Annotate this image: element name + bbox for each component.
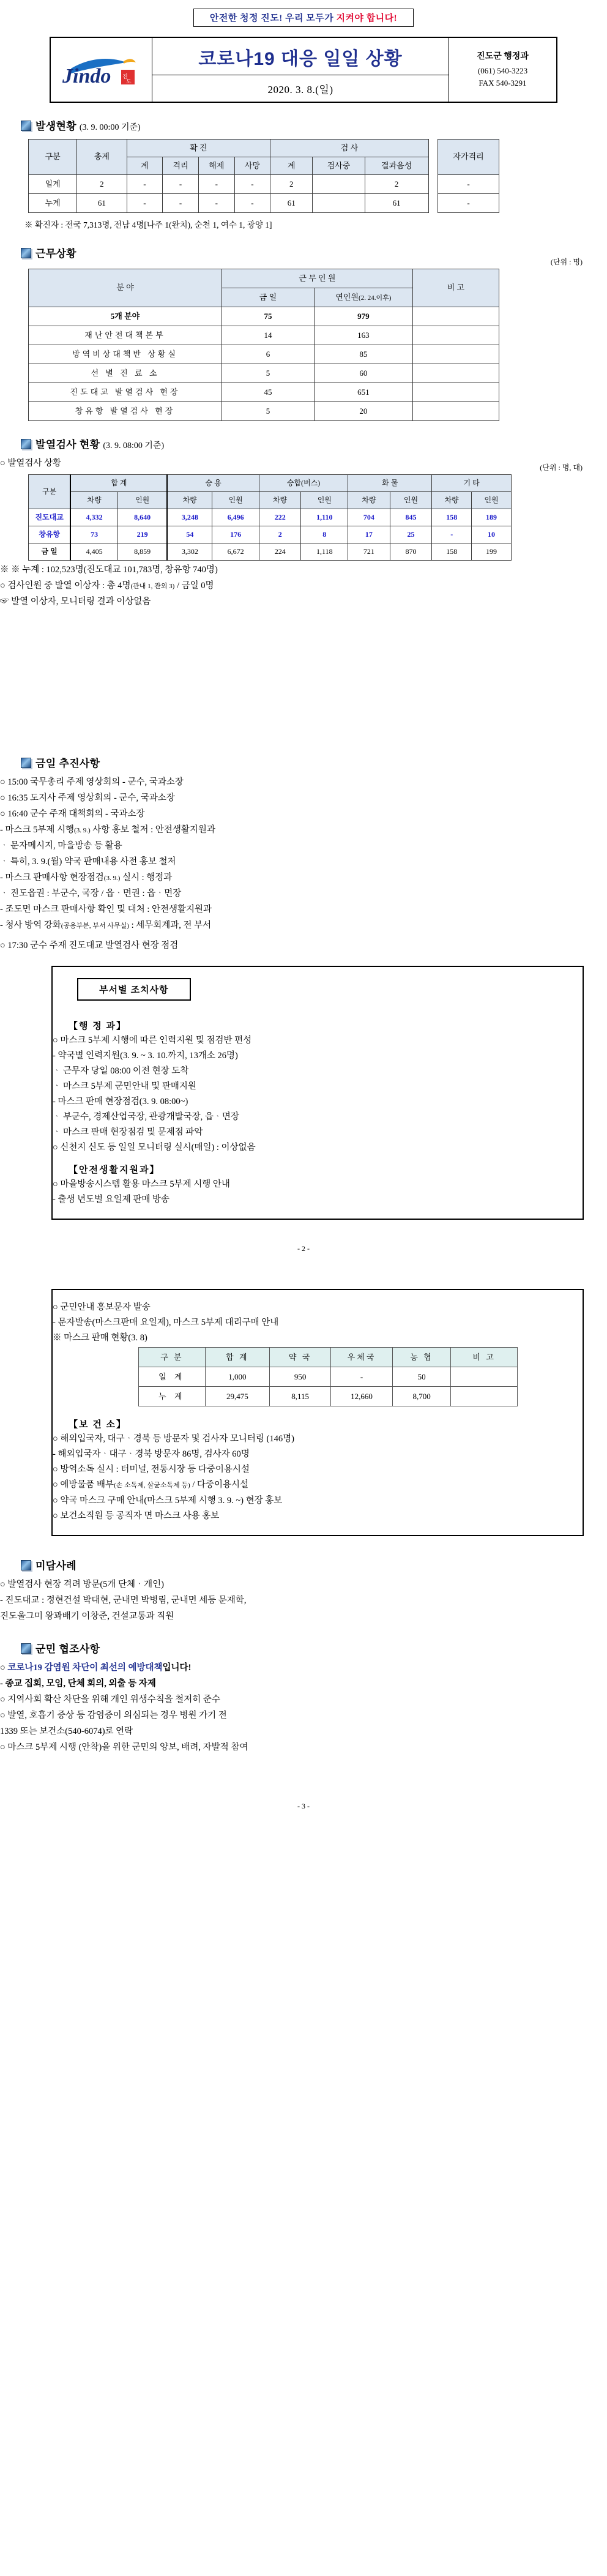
list-item: ○ 마스크 5부제 시행 (안착)을 위한 군민의 양보, 배려, 자발적 참여 — [0, 1741, 607, 1754]
cell-confirm-2: - — [198, 194, 234, 213]
cell-fever-0-0: 4,332 — [70, 509, 117, 526]
subheader-confirm-0: 계 — [127, 157, 163, 175]
cell-fever-1-2: 54 — [167, 526, 212, 543]
subheader-vehicles-etc: 차량 — [432, 492, 472, 509]
occurrence-table — [28, 139, 499, 213]
list-item-tail: : 세무회계과, 전 부서 — [128, 920, 212, 931]
dept-actions-box-continued — [51, 1289, 584, 1536]
list-item: ○ 신천지 신도 등 일일 모니터링 실시(매일) : 이상없음 — [53, 1141, 583, 1154]
list-item-text: 청사 방역 강화 — [5, 920, 61, 931]
cell-self-isolation: - — [438, 194, 499, 213]
header-group-etc: 기 타 — [432, 475, 512, 492]
list-item: 진도울그미 왕꽈배기 이창준, 건설교통과 직원 — [0, 1611, 174, 1621]
list-item: ᆞ 문자메시지, 마을방송 등 활용 — [0, 840, 607, 853]
list-item-text: 마스크 5부제 시행 — [5, 825, 75, 835]
cell-fever-1-4: 2 — [259, 526, 301, 543]
cell-confirm-1: - — [163, 194, 199, 213]
header-test: 검 사 — [270, 140, 428, 157]
list-item-sub: (손 소독제, 살균소독제 등) — [114, 1482, 190, 1490]
cell-today: 75 — [222, 307, 315, 326]
section-heading-cooperation — [21, 1640, 607, 1656]
cell-total: 2 — [77, 175, 127, 194]
cell-fever-0-1: 8,640 — [117, 509, 167, 526]
section-subtitle: (3. 9. 08:00 기준) — [103, 441, 165, 450]
blue-square-bullet-icon — [21, 248, 31, 258]
table-subheader-row — [29, 492, 512, 509]
list-item: ᆞ 근무자 당일 08:00 이전 현장 도착 — [53, 1065, 583, 1078]
banner-wrap — [0, 0, 607, 27]
cell-test-2: 61 — [365, 194, 428, 213]
list-item: ᆞ 마스크 5부제 군민안내 및 판매지원 — [53, 1080, 583, 1093]
list-item-tail: 입니다! — [162, 1662, 192, 1673]
cell-mask-1-3: 8,700 — [392, 1387, 451, 1406]
cell-cumulative: 20 — [314, 402, 412, 421]
cell-mask-0-4 — [451, 1367, 518, 1387]
header-mask-gubun: 구 분 — [139, 1348, 206, 1367]
cumulative-sub: (2. 24.이후) — [359, 294, 392, 302]
list-item: ○ 발열검사 현장 격려 방문(5개 단체ᆞ개인) — [0, 1578, 607, 1591]
title-middle — [152, 38, 449, 102]
cell-mask-0-2: - — [331, 1367, 393, 1387]
list-item-sub: (3. 9.) — [103, 875, 121, 883]
subheader-people-total: 인원 — [117, 492, 167, 509]
fever-notes — [0, 564, 607, 608]
fever-unit-label: (단위 : 명, 대) — [540, 463, 583, 472]
page-number: - 2 - — [297, 1244, 310, 1253]
cell-fever-2-7: 870 — [390, 543, 432, 561]
page-3 — [0, 1289, 607, 1810]
dept-group-heading: 【보 건 소】 — [69, 1420, 127, 1430]
list-item-sub: (공용부분, 부서 사무실) — [61, 922, 129, 930]
cell-fever-2-9: 199 — [472, 543, 512, 561]
list-item: ○ 발열, 호흡기 증상 등 감염증이 의심되는 경우 병원 가기 전 — [0, 1709, 607, 1722]
fever-test-table — [28, 474, 512, 561]
table-row — [29, 509, 512, 526]
table-gap — [428, 140, 438, 213]
subheader-vehicles-bus: 차량 — [259, 492, 301, 509]
cell-today: 5 — [222, 364, 315, 383]
section-heading-good-cases — [21, 1557, 607, 1572]
cell-fever-0-6: 704 — [348, 509, 390, 526]
cell-fever-1-0: 73 — [70, 526, 117, 543]
list-item: 1339 또는 보건소(540-6074)로 연락 — [0, 1726, 133, 1736]
cell-cumulative: 163 — [314, 326, 412, 345]
list-item: ※ 마스크 판매 현황(3. 8) — [53, 1332, 583, 1345]
list-item: ᆞ 진도읍권 : 부군수, 국장 / 읍ᆞ면권 : 읍ᆞ면장 — [0, 887, 607, 900]
row-label: 일 계 — [139, 1367, 206, 1387]
header-staff: 근 무 인 원 — [222, 269, 413, 288]
list-item: - 마스크 판매 현장점검(3. 9. 08:00~) — [53, 1096, 583, 1108]
dept-group-heading: 【안전생활지원과】 — [69, 1165, 160, 1176]
cell-mask-1-4 — [451, 1387, 518, 1406]
subheader-vehicles-cargo: 차량 — [348, 492, 390, 509]
cell-fever-1-8: - — [432, 526, 472, 543]
list-item-sub: (3. 9.) — [74, 827, 91, 835]
list-item: ○ 방역소독 실시 : 터미널, 전통시장 등 다중이용시설 — [53, 1463, 583, 1476]
cell-confirm-0: - — [127, 175, 163, 194]
cell-fever-1-9: 10 — [472, 526, 512, 543]
row-label: 누계 — [29, 194, 77, 213]
cell-remark — [412, 402, 499, 421]
subheader-today: 금 일 — [222, 288, 315, 307]
page-number: - 3 - — [297, 1801, 310, 1810]
section-heading-occurrence — [21, 118, 607, 133]
page-1 — [0, 0, 607, 1253]
table-row — [29, 526, 512, 543]
header-self-isolation: 자가격리 — [438, 140, 499, 175]
cell-cumulative: 979 — [314, 307, 412, 326]
banner-text-blue: 안전한 청정 진도! 우리 모두가 — [209, 13, 337, 23]
list-item: - 약국별 인력지원(3. 9. ~ 3. 10.까지, 13개소 26명) — [53, 1050, 583, 1062]
section-title: 근무상황 — [35, 248, 76, 259]
svg-text:Jindo: Jindo — [62, 65, 111, 87]
fever-abnormal-sub: (관내 1, 관외 3) — [130, 583, 175, 591]
header-gubun: 구분 — [29, 140, 77, 175]
duty-table — [28, 269, 499, 421]
cell-self-isolation: - — [438, 175, 499, 194]
section-heading-today-actions — [21, 755, 607, 770]
table-row — [29, 383, 499, 402]
subheader-cumulative — [314, 288, 412, 307]
list-item: - 조도면 마스크 판매사항 확인 및 대처 : 안전생활지원과 — [0, 903, 607, 916]
cell-fever-0-3: 6,496 — [212, 509, 259, 526]
cell-total: 61 — [77, 194, 127, 213]
cell-test-0: 2 — [270, 175, 313, 194]
cell-cumulative: 60 — [314, 364, 412, 383]
row-label: 누 계 — [139, 1387, 206, 1406]
document-title-block — [50, 37, 557, 103]
header-group-cargo: 화 물 — [348, 475, 432, 492]
section-title: 금일 추진사항 — [35, 758, 100, 770]
section-title: 발열검사 현황 — [35, 439, 100, 450]
dept-actions-box — [51, 966, 584, 1220]
dept-group-list — [53, 1178, 583, 1206]
cell-cumulative: 85 — [314, 345, 412, 364]
cell-fever-2-4: 224 — [259, 543, 301, 561]
cell-test-0: 61 — [270, 194, 313, 213]
subheader-people-passenger: 인원 — [212, 492, 259, 509]
subheader-vehicles-total: 차량 — [70, 492, 117, 509]
subheader-test-0: 계 — [270, 157, 313, 175]
header-remark: 비 고 — [412, 269, 499, 307]
row-label: 5개 분야 — [29, 307, 222, 326]
blue-square-bullet-icon — [21, 439, 31, 449]
blue-square-bullet-icon — [21, 758, 31, 768]
subheader-confirm-3: 사망 — [234, 157, 270, 175]
health-center-list — [53, 1433, 583, 1522]
header-group-passenger: 승 용 — [167, 475, 259, 492]
cell-cumulative: 651 — [314, 383, 412, 402]
list-item — [0, 919, 607, 932]
list-item: ○ 마을방송시스템 활용 마스크 5부제 시행 안내 — [53, 1178, 583, 1191]
cell-fever-0-9: 189 — [472, 509, 512, 526]
cell-fever-1-7: 25 — [390, 526, 432, 543]
cell-fever-0-2: 3,248 — [167, 509, 212, 526]
telephone: (061) 540-3223 — [477, 65, 528, 75]
cell-fever-2-2: 3,302 — [167, 543, 212, 561]
fever-sub-heading: ○ 발열검사 상황 — [0, 457, 607, 470]
cell-mask-0-1: 950 — [270, 1367, 331, 1387]
list-item: ○ 해외입국자, 대구ᆞ경북 등 방문자 및 검사자 모니터링 (146명) — [53, 1433, 583, 1446]
list-item: ○ 17:30 군수 주재 진도대교 발열검사 현장 점검 — [0, 939, 607, 952]
table-row — [29, 326, 499, 345]
list-item-text: 마스크 판매사항 현장점검 — [5, 873, 104, 883]
cell-mask-1-2: 12,660 — [331, 1387, 393, 1406]
table-row — [29, 543, 512, 561]
header-mask-nonghyup: 농 협 — [392, 1348, 451, 1367]
page-title: 코로나19 대응 일일 상황 — [152, 38, 449, 75]
header-group-bus: 승합(버스) — [259, 475, 348, 492]
row-label: 진도대교 발열검사 현장 — [29, 383, 222, 402]
list-item: - 종교 집회, 모임, 단체 회의, 외출 등 자제 — [0, 1678, 607, 1690]
page-spacer — [0, 611, 607, 740]
row-label: 선 별 진 료 소 — [29, 364, 222, 383]
cell-fever-0-8: 158 — [432, 509, 472, 526]
cell-mask-0-0: 1,000 — [205, 1367, 269, 1387]
list-item: ○ 마스크 5부제 시행에 따른 인력지원 및 점검반 편성 — [53, 1034, 583, 1047]
contact-block — [449, 38, 556, 102]
list-item — [53, 1479, 583, 1491]
safety-banner — [193, 9, 414, 27]
page-break — [0, 1253, 607, 1289]
header-total: 총계 — [77, 140, 127, 175]
blue-square-bullet-icon — [21, 1560, 31, 1570]
cell-fever-1-3: 176 — [212, 526, 259, 543]
list-item: ○ 16:35 도지사 주제 영상회의 - 군수, 국과소장 — [0, 792, 607, 805]
table-row — [29, 402, 499, 421]
banner-text-red: 지켜야 합니다! — [336, 13, 398, 23]
cooperation-list — [0, 1662, 607, 1754]
list-item — [0, 1662, 607, 1674]
cell-fever-0-4: 222 — [259, 509, 301, 526]
list-item-text: 예방물품 배부 — [60, 1480, 114, 1490]
svg-text:진: 진 — [122, 73, 128, 80]
subheader-vehicles-passenger: 차량 — [167, 492, 212, 509]
table-header-row — [29, 269, 499, 288]
list-item-tail: 실시 : 행정과 — [120, 873, 173, 883]
list-item — [0, 872, 607, 884]
cumulative-label: 연인원 — [335, 292, 359, 302]
cell-remark — [412, 345, 499, 364]
row-label: 재난안전대책본부 — [29, 326, 222, 345]
section-subtitle: (3. 9. 00:00 기준) — [79, 123, 141, 132]
fever-total-note — [0, 564, 607, 577]
table-row — [29, 364, 499, 383]
row-label: 창유항 — [29, 526, 71, 543]
dept-group-list-continued — [53, 1301, 583, 1345]
row-label: 금 일 — [29, 543, 71, 561]
list-item: ○ 지역사회 확산 차단을 위해 개인 위생수칙을 철저히 준수 — [0, 1693, 607, 1706]
dept-group-heading: 【행 정 과】 — [69, 1021, 127, 1032]
occurrence-note: ※ 확진자 : 전국 7,313명, 전남 4명[나주 1(완치), 순천 1, 여수 1, 광양 1] — [24, 220, 272, 230]
list-item: ○ 약국 마스크 구매 안내(마스크 5부제 시행 3. 9. ~) 현장 홍보 — [53, 1495, 583, 1507]
list-item-tail: 사항 홍보 철저 : 안전생활지원과 — [90, 825, 215, 835]
row-label: 창유항 발열검사 현장 — [29, 402, 222, 421]
cell-mask-1-1: 8,115 — [270, 1387, 331, 1406]
cell-fever-1-6: 17 — [348, 526, 390, 543]
table-header-row — [29, 475, 512, 492]
row-label: 방역비상대책반 상황실 — [29, 345, 222, 364]
cell-remark — [412, 364, 499, 383]
jindo-logo-cell — [51, 38, 152, 102]
subheader-confirm-2: 해제 — [198, 157, 234, 175]
good-cases-list — [0, 1578, 607, 1623]
cell-confirm-3: - — [234, 194, 270, 213]
cell-mask-1-0: 29,475 — [205, 1387, 269, 1406]
row-label: 일계 — [29, 175, 77, 194]
header-mask-total: 합 계 — [205, 1348, 269, 1367]
subheader-confirm-1: 격리 — [163, 157, 199, 175]
subheader-test-1: 검사중 — [313, 157, 365, 175]
cell-fever-2-8: 158 — [432, 543, 472, 561]
list-item: ○ 16:40 군수 주재 대책회의 - 국과소장 — [0, 808, 607, 821]
svg-text:도: 도 — [126, 78, 132, 84]
mask-sales-table — [138, 1347, 518, 1406]
list-item-tail: / 다중이용시설 — [190, 1480, 248, 1490]
list-item: ᆞ 마스크 판매 현장점검 및 문제점 파악 — [53, 1126, 583, 1139]
cell-test-2: 2 — [365, 175, 428, 194]
cell-fever-2-5: 1,118 — [301, 543, 348, 561]
subheader-people-etc: 인원 — [472, 492, 512, 509]
jindo-logo — [60, 53, 143, 87]
list-item: - 문자발송(마스크판매 요일제), 마스크 5부제 대리구매 안내 — [53, 1316, 583, 1329]
list-item: ○ 군민안내 홍보문자 발송 — [53, 1301, 583, 1314]
cell-remark — [412, 307, 499, 326]
fever-monitor-note: ☞ 발열 이상자, 모니터링 결과 이상없음 — [0, 595, 607, 608]
cell-mask-0-3: 50 — [392, 1367, 451, 1387]
table-header-row — [29, 140, 499, 157]
cell-fever-2-6: 721 — [348, 543, 390, 561]
header-group-total: 합 계 — [70, 475, 167, 492]
cell-remark — [412, 326, 499, 345]
cell-confirm-2: - — [198, 175, 234, 194]
section-title: 군민 협조사항 — [35, 1643, 100, 1655]
cell-today: 14 — [222, 326, 315, 345]
cell-today: 5 — [222, 402, 315, 421]
list-item-highlight: 코로나19 감염원 차단이 최선의 예방대책 — [7, 1662, 163, 1673]
subheader-people-cargo: 인원 — [390, 492, 432, 509]
cell-remark — [412, 383, 499, 402]
table-header-row — [139, 1348, 518, 1367]
today-actions-list — [0, 776, 607, 952]
header-mask-pharmacy: 약 국 — [270, 1348, 331, 1367]
subheader-test-2: 결과음성 — [365, 157, 428, 175]
table-row — [139, 1367, 518, 1387]
cell-today: 6 — [222, 345, 315, 364]
header-confirmed: 확 진 — [127, 140, 270, 157]
list-item: - 진도대교 : 정현건설 박대현, 군내면 박병림, 군내면 세등 문재학, — [0, 1594, 607, 1607]
blue-square-bullet-icon — [21, 1643, 31, 1654]
fever-abnormal-text: 검사인원 중 발열 이상자 : 총 4명 — [7, 581, 131, 591]
header-mask-postoffice: 우체국 — [331, 1348, 393, 1367]
list-item: ○ 보건소직원 등 공직자 면 마스크 사용 홍보 — [53, 1510, 583, 1523]
cell-fever-2-3: 6,672 — [212, 543, 259, 561]
cell-test-1 — [313, 194, 365, 213]
report-date: 2020. 3. 8.(일) — [267, 84, 333, 95]
table-row — [139, 1387, 518, 1406]
subheader-people-bus: 인원 — [301, 492, 348, 509]
department-name: 진도군 행정과 — [477, 52, 529, 62]
cell-fever-2-1: 8,859 — [117, 543, 167, 561]
fever-abnormal-tail: / 금일 0명 — [174, 581, 214, 591]
fever-total-note-text: ※ 누계 : 102,523명(진도대교 101,783명, 창유항 740명) — [11, 565, 218, 575]
cell-test-1 — [313, 175, 365, 194]
section-title: 발생현황 — [35, 121, 76, 132]
cell-fever-1-5: 8 — [301, 526, 348, 543]
cell-fever-1-1: 219 — [117, 526, 167, 543]
cell-fever-0-5: 1,110 — [301, 509, 348, 526]
header-mask-remark: 비 고 — [451, 1348, 518, 1367]
cell-confirm-0: - — [127, 194, 163, 213]
cell-fever-0-7: 845 — [390, 509, 432, 526]
cell-fever-2-0: 4,405 — [70, 543, 117, 561]
dept-group-list — [53, 1034, 583, 1154]
blue-square-bullet-icon — [21, 121, 31, 131]
table-row — [29, 345, 499, 364]
list-item — [0, 824, 607, 837]
cell-today: 45 — [222, 383, 315, 402]
fax: FAX 540-3291 — [479, 78, 527, 88]
list-item: ○ 15:00 국무총리 주제 영상회의 - 군수, 국과소장 — [0, 776, 607, 789]
duty-unit-label: (단위 : 명) — [550, 258, 583, 266]
list-item: - 해외입국자ᆞ대구ᆞ경북 방문자 86명, 검사자 60명 — [53, 1448, 583, 1461]
cell-confirm-1: - — [163, 175, 199, 194]
header-field: 분 야 — [29, 269, 222, 307]
header-gubun: 구분 — [29, 475, 71, 509]
list-item: ᆞ 특히, 3. 9.(월) 약국 판매내용 사전 홍보 철저 — [0, 856, 607, 868]
row-label: 진도대교 — [29, 509, 71, 526]
list-item: - 출생 년도별 요일제 판매 방송 — [53, 1193, 583, 1206]
cell-confirm-3: - — [234, 175, 270, 194]
section-heading-fever — [21, 436, 607, 451]
dept-actions-title: 부서별 조치사항 — [77, 978, 191, 1001]
list-item: ᆞ 부군수, 경제산업국장, 관광개발국장, 읍ᆞ면장 — [53, 1111, 583, 1124]
table-row — [29, 307, 499, 326]
section-title: 미담사례 — [35, 1559, 76, 1572]
fever-abnormal-note — [0, 580, 607, 592]
